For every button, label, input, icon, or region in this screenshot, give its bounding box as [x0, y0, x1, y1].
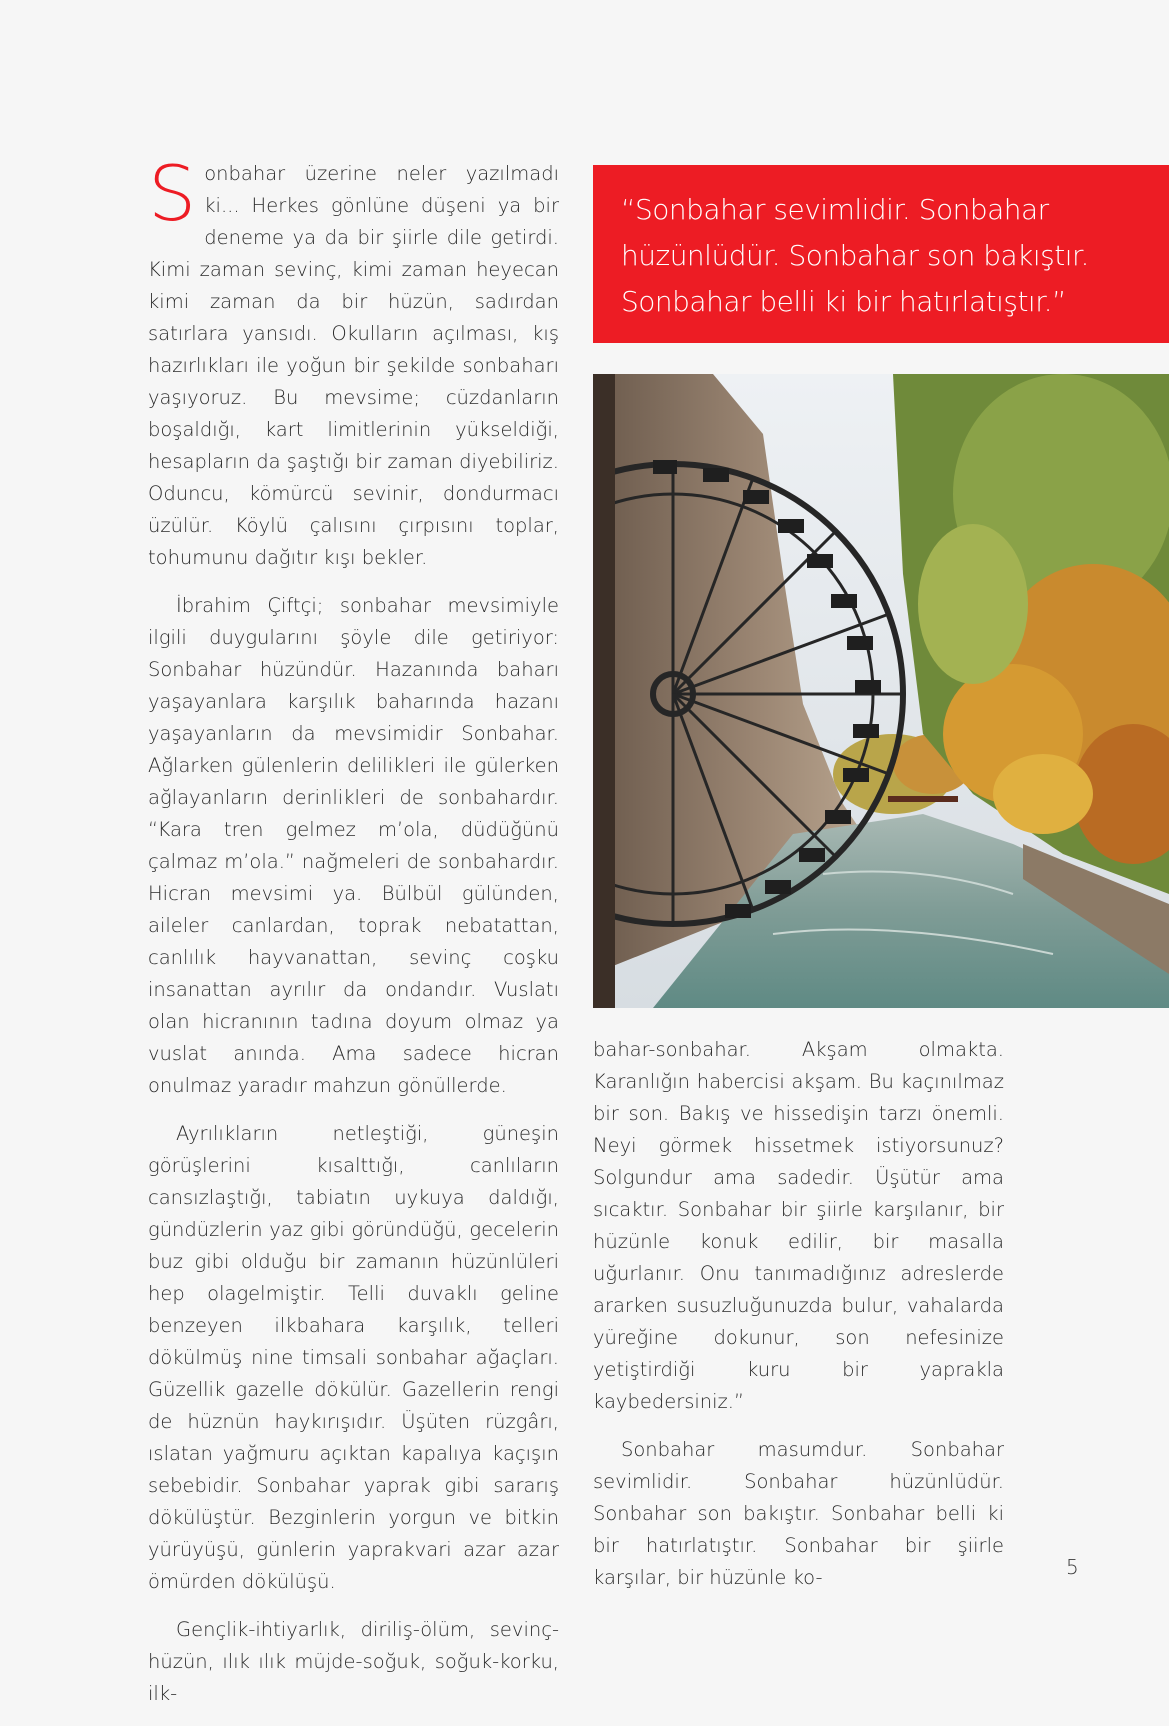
pull-quote-text: “Sonbahar sevimlidir. Sonbahar hüzünlüdür. Sonbahar son bakıştır. Sonbahar belli ki bir hatırlatıştır.” [621, 193, 1089, 318]
article-paragraph-2: İbrahim Çiftçi; sonbahar mevsimiyle ilgili duygularını şöyle dile getiriyor: Sonbahar hüzündür. Hazanında baharı yaşayanlara karşılık baharında hazanı yaşayanların da mevsimidir Sonbahar. Ağlarken gülenlerin delilikleri ile gülerken ağlayanların derinlikleri de sonbahardır. “Kara tren gelmez m’ola, düdüğünü çalmaz m’ola.” nağmeleri de sonbahardır. Hicran mevsimi ya. Bülbül gülünden, aileler canlardan, toprak nebatattan, canlılık hayvanattan, sevinç coşku insanattan ayrılır da ondandır. Vuslatı olan hicranının tadına doyum olmaz ya vuslat anında. Ama sadece hicran onulmaz yaradır mahzun gönüllerde. [148, 594, 559, 1097]
article-paragraph-6: Sonbahar masumdur. Sonbahar sevimlidir. Sonbahar hüzünlüdür. Sonbahar son bakıştır. Sonbahar belli ki bir hatırlatıştır. Sonbahar bir şiirle karşılar, bir hüzünle ko- [593, 1438, 1004, 1589]
article-paragraph-4: Gençlik-ihtiyarlık, diriliş-ölüm, sevinç-hüzün, ılık ılık müjde-soğuk, soğuk-korku, ilk- [148, 1618, 559, 1705]
water-wheel-photo [593, 374, 1169, 1008]
page-number: 5 [1066, 1555, 1079, 1579]
article-paragraph-5: bahar-sonbahar. Akşam olmakta. Karanlığın habercisi akşam. Bu kaçınılmaz bir son. Bakış ve hissedişin tarzı önemli. Neyi görmek hissetmek istiyorsunuz? Solgundur ama sadedir. Üşütür ama sıcaktır. Sonbahar bir şiirle karşılanır, bir hüzünle konuk edilir, bir masalla uğurlanır. Onu tanımadığınız adreslerde ararken susuzluğunuzda bulur, vahalarda yüreğine dokunur, son nefesinize yetiştirdiği kuru bir yaprakla kaybedersiniz.” [593, 1038, 1004, 1413]
article-paragraph-1-text: onbahar üzerine neler yazılmadı ki... Herkes gönlüne düşeni ya bir deneme ya da bir şiirle dile getirdi. Kimi zaman sevinç, kimi zaman heyecan kimi zaman da bir hüzün, sadırdan satırlara yansıdı. Okulların açılması, kış hazırlıkları ile yoğun bir şekilde sonbaharı yaşıyoruz. Bu mevsime; cüzdanların boşaldığı, kart limitlerinin yükseldiği, hesapların da şaştığı bir zaman diyebiliriz. Oduncu, kömürcü sevinir, dondurmacı üzülür. Köylü çalısını çırpısını toplar, tohumunu dağıtır kışı bekler. [148, 162, 559, 569]
right-text-column [593, 1034, 1004, 1610]
pull-quote-box [593, 165, 1169, 343]
article-paragraph-3: Ayrılıkların netleştiği, güneşin görüşlerini kısalttığı, canlıların cansızlaştığı, tabiatın uykuya daldığı, gündüzlerin yaz gibi göründüğü, gecelerin buz gibi olduğu bir zamanın hüzünlüleri hep olagelmiştir. Telli duvaklı geline benzeyen ilkbahara karşılık, telleri dökülmüş nine timsali sonbahar ağaçları. Güzellik gazelle dökülür. Gazellerin rengi de hüznün haykırışıdır. Üşüten rüzgârı, ıslatan yağmuru açıktan kapalıya kaçışın sebebidir. Sonbahar yaprak gibi sararış dökülüştür. Bezginlerin yorgun ve bitkin yürüyüşü, günlerin yaprakvari azar azar ömürden dökülüşü. [148, 1122, 559, 1593]
article-paragraph-1 [148, 149, 559, 574]
left-text-column [148, 149, 559, 1726]
water-wheel-illustration [593, 374, 1169, 1008]
drop-cap: S [148, 149, 197, 238]
